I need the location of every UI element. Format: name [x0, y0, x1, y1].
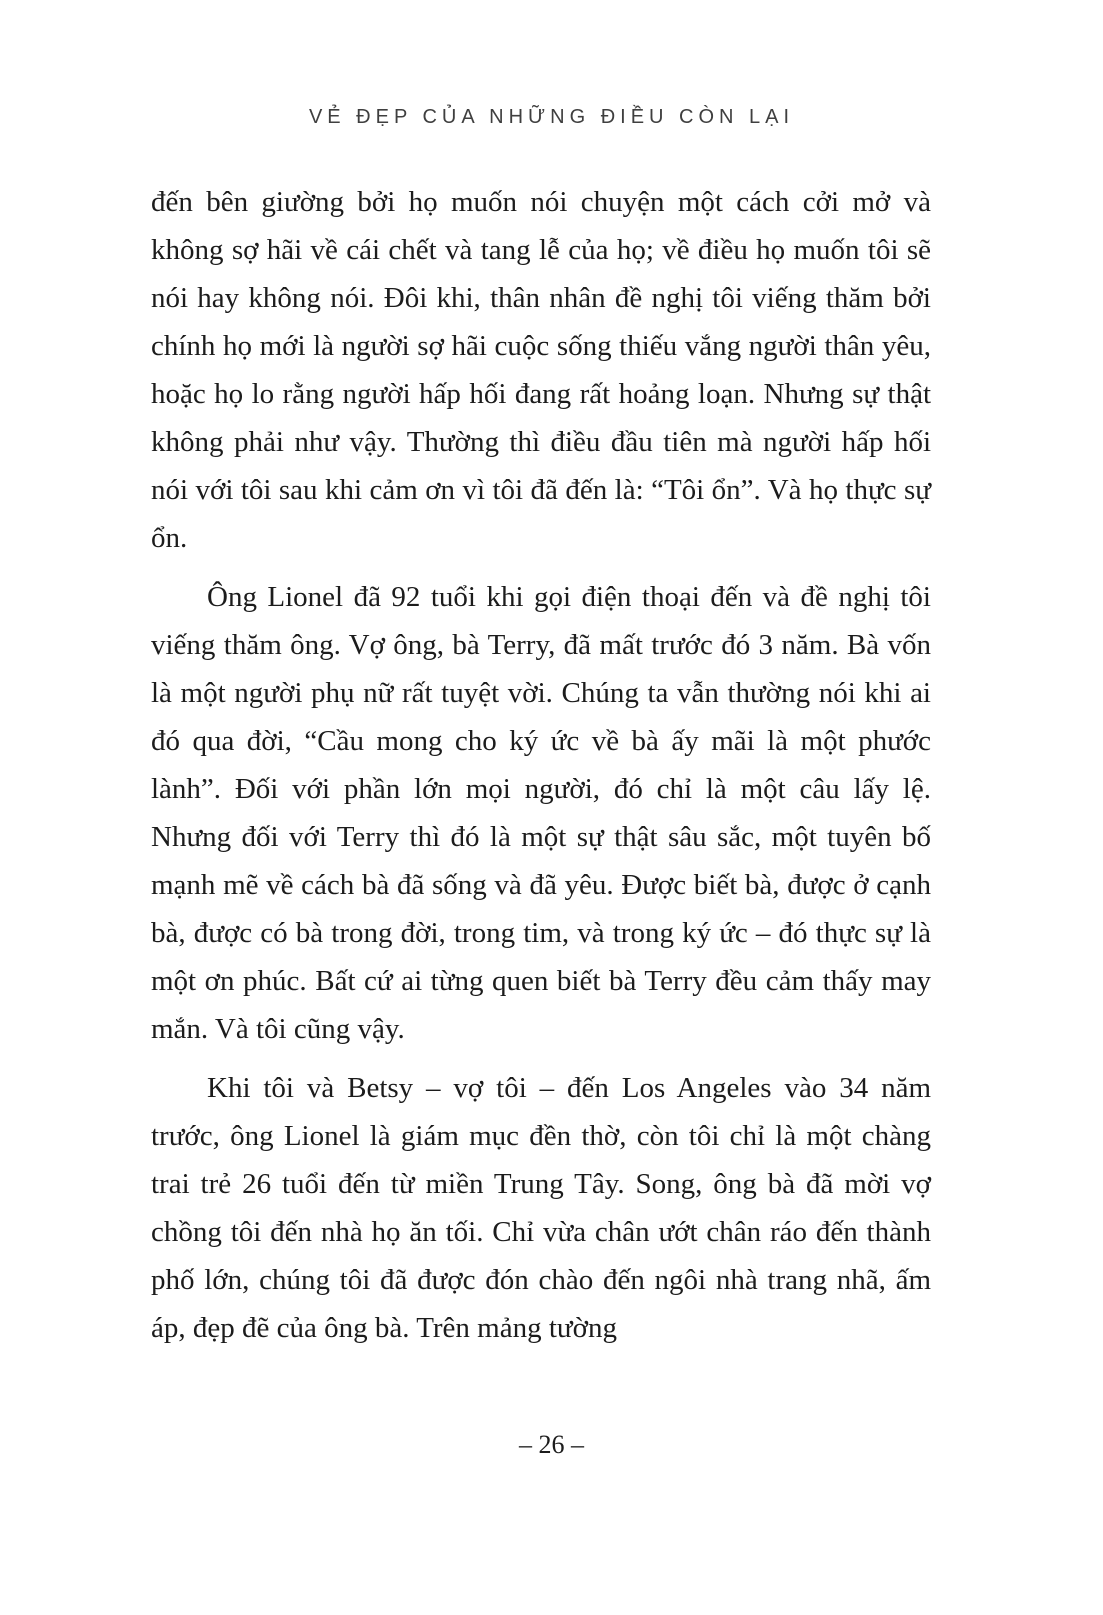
paragraph: đến bên giường bởi họ muốn nói chuyện một cách cởi mở và không sợ hãi về cái chết và tang lễ của họ; về điều họ muốn tôi sẽ nói hay không nói. Đôi khi, thân nhân đề nghị tôi viếng thăm bởi chính họ mới là người sợ hãi cuộc sống thiếu vắng người thân yêu, hoặc họ lo rằng người hấp hối đang rất hoảng loạn. Nhưng sự thật không phải như vậy. Thường thì điều đầu tiên mà người hấp hối nói với tôi sau khi cảm ơn vì tôi đã đến là: “Tôi ổn”. Và họ thực sự ổn. — [151, 186, 931, 554]
paragraph: Khi tôi và Betsy – vợ tôi – đến Los Angeles vào 34 năm trước, ông Lionel là giám mục đền thờ, còn tôi chỉ là một chàng trai trẻ 26 tuổi đến từ miền Trung Tây. Song, ông bà đã mời vợ chồng tôi đến nhà họ ăn tối. Chỉ vừa chân ướt chân ráo đến thành phố lớn, chúng tôi đã được đón chào đến ngôi nhà trang nhã, ấm áp, đẹp đẽ của ông bà. Trên mảng tường — [151, 1072, 931, 1344]
body-text — [151, 178, 931, 1363]
paragraph: Ông Lionel đã 92 tuổi khi gọi điện thoại đến và đề nghị tôi viếng thăm ông. Vợ ông, bà Terry, đã mất trước đó 3 năm. Bà vốn là một người phụ nữ rất tuyệt vời. Chúng ta vẫn thường nói khi ai đó qua đời, “Cầu mong cho ký ức về bà ấy mãi là một phước lành”. Đối với phần lớn mọi người, đó chỉ là một câu lấy lệ. Nhưng đối với Terry thì đó là một sự thật sâu sắc, một tuyên bố mạnh mẽ về cách bà đã sống và đã yêu. Được biết bà, được ở cạnh bà, được có bà trong đời, trong tim, và trong ký ức – đó thực sự là một ơn phúc. Bất cứ ai từng quen biết bà Terry đều cảm thấy may mắn. Và tôi cũng vậy. — [151, 581, 931, 1045]
page-number: – 26 – — [519, 1430, 584, 1459]
running-header: VẺ ĐẸP CỦA NHỮNG ĐIỀU CÒN LẠI — [308, 106, 795, 128]
